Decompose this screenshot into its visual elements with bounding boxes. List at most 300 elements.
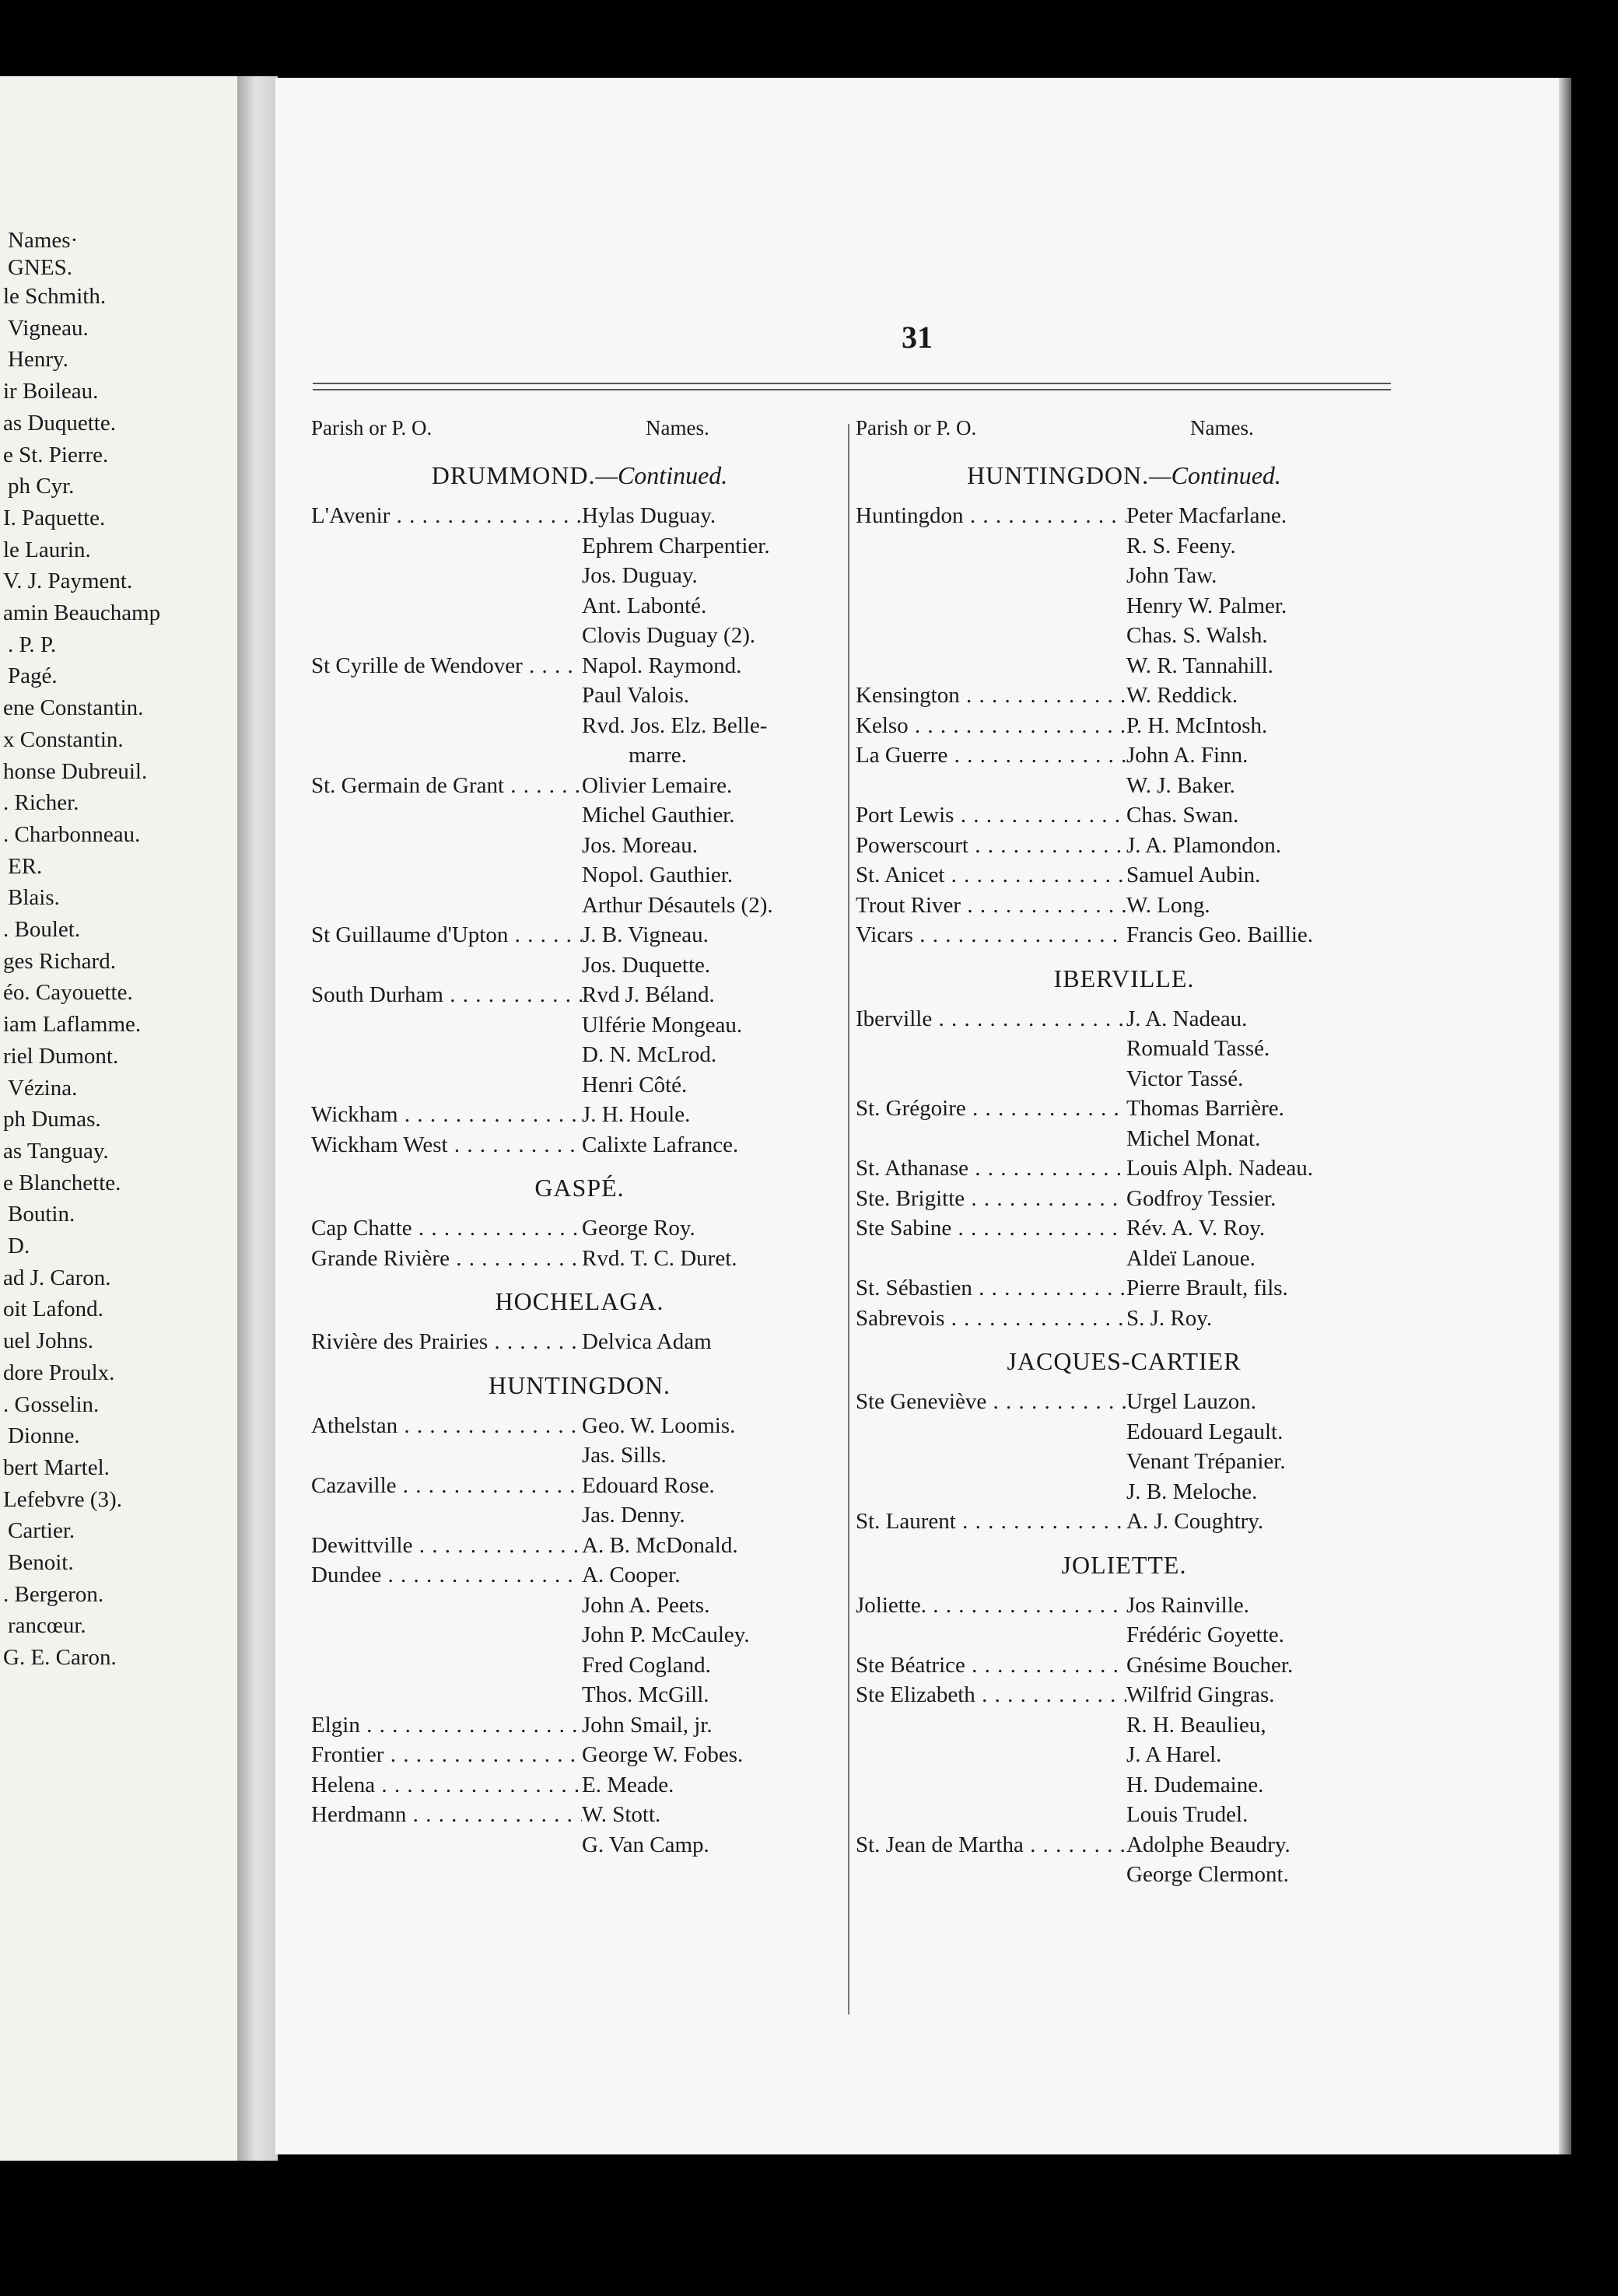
directory-entry: [311, 1411, 848, 1441]
person-name: Calixte Lafrance.: [582, 1132, 739, 1157]
person-name: Ulférie Mongeau.: [582, 1012, 743, 1038]
parish-name: [856, 1477, 1126, 1507]
directory-entry: [856, 501, 1392, 531]
left-page-line: . Bergeron.: [3, 1581, 104, 1607]
parish-name: [311, 1500, 582, 1531]
person-name: Pierre Brault, fils.: [1126, 1276, 1288, 1300]
directory-entry: [311, 831, 848, 861]
directory-entry: [311, 1800, 848, 1830]
person-name: P. H. McIntosh.: [1126, 712, 1268, 738]
left-page-line: Lefebvre (3).: [3, 1486, 122, 1512]
person-name: Peter Macfarlane.: [1126, 503, 1287, 528]
person-name: Rév. A. V. Roy.: [1126, 1216, 1266, 1241]
left-page-line: GNES.: [8, 255, 72, 280]
directory-entry: [856, 621, 1392, 651]
parish-name: Joliette. . . .: [856, 1591, 1126, 1621]
parish-name: Dewittville . . .: [311, 1531, 582, 1561]
parish-name: L'Avenir . . .: [311, 501, 582, 531]
directory-entry: [856, 1800, 1392, 1830]
left-page-line: . Boulet.: [3, 917, 81, 942]
directory-entry: [311, 1591, 848, 1621]
directory-entry: [856, 1477, 1392, 1507]
county-name: DRUMMOND.: [431, 461, 596, 489]
left-page-line: ges Richard.: [3, 948, 116, 974]
parish-name: St. Jean de Martha . . .: [856, 1830, 1126, 1860]
left-page-line: éo. Cayouette.: [3, 980, 133, 1006]
directory-entry: [856, 800, 1392, 831]
parish-name: Ste Sabine . . .: [856, 1213, 1126, 1244]
left-page-line: e St. Pierre.: [3, 442, 109, 467]
left-page-line: Names·: [8, 228, 79, 253]
parish-name: [856, 1124, 1126, 1154]
directory-entry: [311, 1620, 848, 1650]
parish-name: [311, 1010, 582, 1041]
person-name: Delvica Adam: [582, 1329, 712, 1354]
parish-name: [311, 621, 582, 651]
directory-entry: [856, 831, 1392, 861]
parish-name: Athelstan . . .: [311, 1411, 582, 1441]
person-name: Ant. Labonté.: [582, 593, 707, 618]
parish-name: [311, 1620, 582, 1650]
parish-name: St. Grégoire . . .: [856, 1094, 1126, 1124]
person-name: Jas. Denny.: [582, 1503, 685, 1528]
person-name: Venant Trépanier.: [1126, 1449, 1286, 1474]
directory-entry: [311, 1500, 848, 1531]
person-name: J. H. Houle.: [582, 1102, 691, 1127]
parish-name: [856, 771, 1126, 801]
left-page-line: ER.: [8, 853, 43, 879]
continued-label: —Continued.: [1149, 461, 1281, 489]
column-divider: [848, 424, 849, 2014]
directory-entry: [311, 651, 848, 681]
directory-entry: [856, 740, 1392, 771]
parish-name: Huntingdon . . .: [856, 501, 1126, 531]
directory-entry: [856, 1184, 1392, 1214]
person-name: marre.: [629, 743, 687, 768]
directory-entry: [856, 1507, 1392, 1537]
directory-entry: [856, 1620, 1392, 1650]
person-name: Henri Côté.: [582, 1072, 688, 1097]
parish-name: Elgin . . .: [311, 1710, 582, 1741]
directory-entry: [856, 1124, 1392, 1154]
parish-name: Grande Rivière . . .: [311, 1244, 582, 1274]
person-name: Jos. Duquette.: [582, 952, 711, 978]
person-name: Clovis Duguay (2).: [582, 623, 756, 648]
person-name: Frédéric Goyette.: [1126, 1622, 1284, 1647]
parish-name: Ste. Brigitte . . .: [856, 1184, 1126, 1214]
directory-entry: [856, 1034, 1392, 1064]
left-page-line: e Blanchette.: [3, 1170, 121, 1195]
person-name: J. A. Nadeau.: [1126, 1006, 1248, 1031]
directory-entry: [311, 1040, 848, 1070]
parish-name: [311, 681, 582, 711]
parish-name: St. Laurent . . .: [856, 1507, 1126, 1537]
person-name: Edouard Rose.: [582, 1472, 715, 1498]
person-name: Rvd. T. C. Duret.: [582, 1245, 737, 1271]
person-name: A. B. McDonald.: [582, 1532, 738, 1558]
person-name: S. J. Roy.: [1126, 1305, 1213, 1331]
left-page-line: le Schmith.: [3, 284, 107, 309]
person-name: Jos Rainville.: [1126, 1592, 1249, 1618]
directory-entry: [311, 950, 848, 981]
left-page-line: G. E. Caron.: [3, 1645, 117, 1671]
person-name: Francis Geo. Baillie.: [1126, 922, 1314, 947]
person-name: Louis Alph. Nadeau.: [1126, 1156, 1314, 1181]
person-name: Jos. Duguay.: [582, 563, 698, 588]
directory-entry: [311, 501, 848, 531]
person-name: Hylas Duguay.: [582, 503, 716, 528]
person-name: Aldeï Lanoue.: [1126, 1245, 1256, 1271]
names-header: Names.: [1190, 416, 1254, 439]
person-name: George Clermont.: [1126, 1862, 1289, 1887]
directory-entry: [856, 1094, 1392, 1124]
parish-name: Vicars . . .: [856, 920, 1126, 950]
parish-name: St Cyrille de Wendover . . .: [311, 651, 582, 681]
left-page-line: ph Dumas.: [3, 1107, 101, 1132]
county-name: HUNTINGDON.: [488, 1370, 671, 1399]
parish-name: [856, 1860, 1126, 1890]
county-heading: [856, 461, 1392, 490]
left-page-line: ene Constantin.: [3, 695, 144, 721]
person-name: Adolphe Beaudry.: [1126, 1832, 1291, 1857]
left-page-line: V. J. Payment.: [3, 569, 133, 594]
directory-entry: [856, 1213, 1392, 1244]
directory-entry: [311, 1070, 848, 1101]
directory-entry: [856, 1387, 1392, 1417]
parish-name: [856, 1800, 1126, 1830]
person-name: E. Meade.: [582, 1772, 674, 1797]
parish-name: St. Germain de Grant . . .: [311, 771, 582, 801]
parish-name: [856, 1034, 1126, 1064]
parish-name: [856, 561, 1126, 591]
parish-name: Ste Geneviève . . .: [856, 1387, 1126, 1417]
parish-name: [311, 950, 582, 981]
left-page-line: rancœur.: [8, 1613, 86, 1639]
county-heading: [311, 1174, 848, 1202]
person-name: Jos. Moreau.: [582, 832, 699, 858]
person-name: Nopol. Gauthier.: [582, 863, 734, 887]
county-name: JACQUES-CARTIER: [1007, 1347, 1242, 1375]
parish-name: [311, 1591, 582, 1621]
left-page-line: as Tanguay.: [3, 1138, 109, 1164]
county-name: IBERVILLE.: [1053, 964, 1195, 992]
directory-entry: [856, 1860, 1392, 1890]
parish-name: [311, 591, 582, 621]
parish-name: [311, 1830, 582, 1860]
directory-entry: [311, 1100, 848, 1130]
person-name: George W. Fobes.: [582, 1742, 744, 1767]
parish-name: Trout River . . .: [856, 891, 1126, 921]
person-name: A. Cooper.: [582, 1563, 681, 1587]
person-name: D. N. McLrod.: [582, 1042, 717, 1067]
parish-name: [311, 711, 582, 741]
directory-entry: [311, 740, 848, 771]
parish-name: [311, 1650, 582, 1681]
parish-name: [311, 740, 582, 771]
person-name: Jas. Sills.: [582, 1443, 667, 1468]
person-name: Chas. Swan.: [1126, 803, 1239, 828]
names-header: Names.: [646, 416, 709, 439]
parish-name: Wickham . . .: [311, 1100, 582, 1130]
county-name: HOCHELAGA.: [495, 1287, 664, 1315]
left-page-line: Vézina.: [8, 1075, 78, 1101]
directory-entry: [311, 1770, 848, 1801]
parish-name: Ste Elizabeth . . .: [856, 1680, 1126, 1710]
parish-name: [311, 1680, 582, 1710]
person-name: Edouard Legault.: [1126, 1419, 1284, 1444]
person-name: John A. Peets.: [582, 1592, 710, 1618]
parish-name: [311, 561, 582, 591]
parish-name: [856, 1710, 1126, 1741]
left-page-line: x Constantin.: [3, 726, 124, 752]
directory-entry: [311, 1830, 848, 1860]
person-name: W. J. Baker.: [1126, 772, 1235, 798]
directory-entry: [311, 860, 848, 891]
directory-entry: [856, 1417, 1392, 1447]
person-name: Arthur Désautels (2).: [582, 892, 773, 918]
page-number: 31: [902, 320, 933, 355]
left-page-line: . Charbonneau.: [3, 821, 141, 847]
parish-name: [856, 1244, 1126, 1274]
person-name: Samuel Aubin.: [1126, 863, 1261, 887]
left-page-line: ph Cyr.: [8, 474, 75, 499]
directory-entry: [311, 561, 848, 591]
parish-name: [856, 531, 1126, 562]
directory-entry: [856, 1710, 1392, 1741]
left-page-line: ir Boileau.: [3, 379, 99, 404]
parish-name: [856, 1770, 1126, 1801]
parish-name: [311, 531, 582, 562]
person-name: R. H. Beaulieu,: [1126, 1712, 1266, 1738]
parish-name: [311, 860, 582, 891]
directory-entry: [311, 1471, 848, 1501]
directory-entry: [856, 1004, 1392, 1034]
parish-name: Port Lewis . . .: [856, 800, 1126, 831]
directory-entry: [311, 891, 848, 921]
parish-name: [311, 1040, 582, 1070]
directory-entry: [311, 531, 848, 562]
directory-entry: [856, 771, 1392, 801]
person-name: Henry W. Palmer.: [1126, 593, 1287, 618]
left-page-line: . Gosselin.: [3, 1391, 100, 1417]
directory-entry: [311, 621, 848, 651]
column-header: [856, 416, 1392, 447]
directory-entry: [856, 1273, 1392, 1304]
parish-name: [856, 1620, 1126, 1650]
page-edge-shadow: [1559, 78, 1571, 2154]
directory-entry: [311, 980, 848, 1010]
directory-entry: [856, 711, 1392, 741]
person-name: George Roy.: [582, 1216, 695, 1241]
parish-name: Frontier . . .: [311, 1740, 582, 1770]
person-name: Olivier Lemaire.: [582, 772, 733, 798]
directory-entry: [311, 1440, 848, 1471]
directory-entry: [856, 1591, 1392, 1621]
directory-entry: [311, 681, 848, 711]
person-name: J. A. Plamondon.: [1126, 832, 1281, 858]
county-name: JOLIETTE.: [1061, 1550, 1187, 1579]
parish-name: Cap Chatte . . .: [311, 1213, 582, 1244]
person-name: Michel Monat.: [1126, 1125, 1261, 1151]
person-name: J. A Harel.: [1126, 1742, 1222, 1767]
county-name: HUNTINGDON.: [967, 461, 1150, 489]
header-rule-top: [313, 383, 1391, 384]
left-page-line: Cartier.: [8, 1518, 75, 1544]
directory-entry: [311, 1531, 848, 1561]
person-name: G. Van Camp.: [582, 1832, 709, 1857]
directory-entry: [856, 1650, 1392, 1681]
left-page-line: as Duquette.: [3, 410, 116, 436]
person-name: Napol. Raymond.: [582, 653, 742, 678]
person-name: Ephrem Charpentier.: [582, 533, 770, 558]
directory-entry: [856, 1304, 1392, 1334]
person-name: Gnésime Boucher.: [1126, 1652, 1294, 1678]
continued-label: —Continued.: [595, 461, 728, 489]
parish-name: St. Athanase . . .: [856, 1153, 1126, 1184]
person-name: John P. McCauley.: [582, 1622, 750, 1647]
directory-entry: [311, 1710, 848, 1741]
person-name: John Smail, jr.: [582, 1712, 713, 1738]
parish-name: Dundee . . .: [311, 1560, 582, 1591]
directory-entry: [856, 1244, 1392, 1274]
right-page: [275, 78, 1559, 2154]
parish-name: La Guerre . . .: [856, 740, 1126, 771]
directory-entry: [856, 561, 1392, 591]
person-name: Rvd. Jos. Elz. Belle-: [582, 712, 768, 738]
left-page-line: dore Proulx.: [3, 1360, 115, 1385]
person-name: W. R. Tannahill.: [1126, 653, 1273, 678]
county-heading: [311, 1287, 848, 1316]
directory-entry: [311, 1740, 848, 1770]
parish-name: [311, 1440, 582, 1471]
person-name: Thomas Barrière.: [1126, 1096, 1284, 1121]
directory-entry: [311, 711, 848, 741]
parish-name: South Durham . . .: [311, 980, 582, 1010]
directory-entry: [856, 891, 1392, 921]
person-name: A. J. Coughtry.: [1126, 1509, 1264, 1534]
person-name: John Taw.: [1126, 563, 1217, 588]
directory-entry: [856, 531, 1392, 562]
parish-name: [311, 800, 582, 831]
parish-name: [311, 1070, 582, 1101]
parish-name: Iberville . . .: [856, 1004, 1126, 1034]
left-page-line: Dionne.: [8, 1423, 80, 1449]
left-page-line: I. Paquette.: [3, 505, 106, 530]
parish-name: [856, 591, 1126, 621]
person-name: W. Stott.: [582, 1802, 661, 1827]
parish-name: [856, 1740, 1126, 1770]
parish-name: [856, 651, 1126, 681]
person-name: Michel Gauthier.: [582, 803, 735, 828]
parish-name: [856, 1064, 1126, 1094]
directory-entry: [311, 920, 848, 950]
directory-entry: [856, 1447, 1392, 1477]
left-page-line: Vigneau.: [8, 315, 89, 341]
left-page-line: riel Dumont.: [3, 1043, 119, 1069]
parish-name: [311, 891, 582, 921]
person-name: H. Dudemaine.: [1126, 1772, 1264, 1797]
person-name: Urgel Lauzon.: [1126, 1389, 1256, 1414]
county-heading: [311, 461, 848, 490]
directory-entry: [856, 1740, 1392, 1770]
person-name: Romuald Tassé.: [1126, 1036, 1270, 1061]
parish-name: Kensington . . .: [856, 681, 1126, 711]
left-page-line: ad J. Caron.: [3, 1265, 111, 1290]
county-heading: [856, 964, 1392, 993]
left-page-line: Henry.: [8, 347, 68, 373]
left-page-line: iam Laflamme.: [3, 1012, 142, 1038]
parish-name: Herdmann . . .: [311, 1800, 582, 1830]
directory-entry: [311, 1244, 848, 1274]
parish-name: Helena . . .: [311, 1770, 582, 1801]
directory-entry: [311, 1130, 848, 1160]
left-page-line: bert Martel.: [3, 1454, 110, 1480]
left-page-line: amin Beauchamp: [3, 600, 161, 625]
left-page-line: . P. P.: [8, 632, 57, 657]
person-name: John A. Finn.: [1126, 743, 1249, 768]
parish-name: Kelso . . .: [856, 711, 1126, 741]
directory-entry: [856, 860, 1392, 891]
parish-name: St. Sébastien . . .: [856, 1273, 1126, 1304]
county-name: GASPÉ.: [534, 1174, 625, 1202]
parish-name: St. Anicet . . .: [856, 860, 1126, 891]
left-page-line: D.: [8, 1234, 30, 1258]
directory-entry: [856, 651, 1392, 681]
left-page-line: Blais.: [8, 885, 60, 911]
person-name: Chas. S. Walsh.: [1126, 623, 1268, 648]
person-name: W. Long.: [1126, 892, 1210, 918]
directory-entry: [856, 1830, 1392, 1860]
parish-header: Parish or P. O.: [856, 416, 977, 439]
book-gutter: [237, 76, 278, 2161]
person-name: R. S. Feeny.: [1126, 533, 1236, 558]
directory-entry: [856, 681, 1392, 711]
person-name: J. B. Meloche.: [1126, 1479, 1258, 1504]
column-left: [311, 416, 848, 1860]
directory-entry: [856, 1064, 1392, 1094]
directory-entry: [311, 771, 848, 801]
person-name: W. Reddick.: [1126, 683, 1238, 708]
person-name: Victor Tassé.: [1126, 1066, 1244, 1091]
county-heading: [856, 1347, 1392, 1376]
parish-name: Powerscourt . . .: [856, 831, 1126, 861]
parish-name: [856, 1417, 1126, 1447]
directory-entry: [856, 591, 1392, 621]
left-page-line: Boutin.: [8, 1202, 75, 1227]
directory-entry: [311, 1650, 848, 1681]
left-page-line: honse Dubreuil.: [3, 758, 148, 784]
header-rule-bottom: [313, 389, 1391, 390]
directory-entry: [311, 1010, 848, 1041]
person-name: Thos. McGill.: [582, 1682, 709, 1707]
person-name: Louis Trudel.: [1126, 1802, 1249, 1827]
directory-entry: [311, 800, 848, 831]
county-heading: [311, 1371, 848, 1400]
parish-name: Sabrevois . . .: [856, 1304, 1126, 1334]
person-name: Wilfrid Gingras.: [1126, 1682, 1275, 1707]
left-page-line: uel Johns.: [3, 1328, 93, 1354]
person-name: Godfroy Tessier.: [1126, 1185, 1277, 1211]
county-heading: [856, 1551, 1392, 1580]
column-right: [856, 416, 1392, 1890]
left-page-line: le Laurin.: [3, 537, 91, 562]
directory-entry: [856, 1680, 1392, 1710]
left-page-line: Pagé.: [8, 663, 58, 689]
left-page-fragment: [0, 76, 240, 2161]
person-name: Paul Valois.: [582, 683, 690, 708]
person-name: Geo. W. Loomis.: [582, 1412, 736, 1438]
parish-name: Ste Béatrice . . .: [856, 1650, 1126, 1681]
